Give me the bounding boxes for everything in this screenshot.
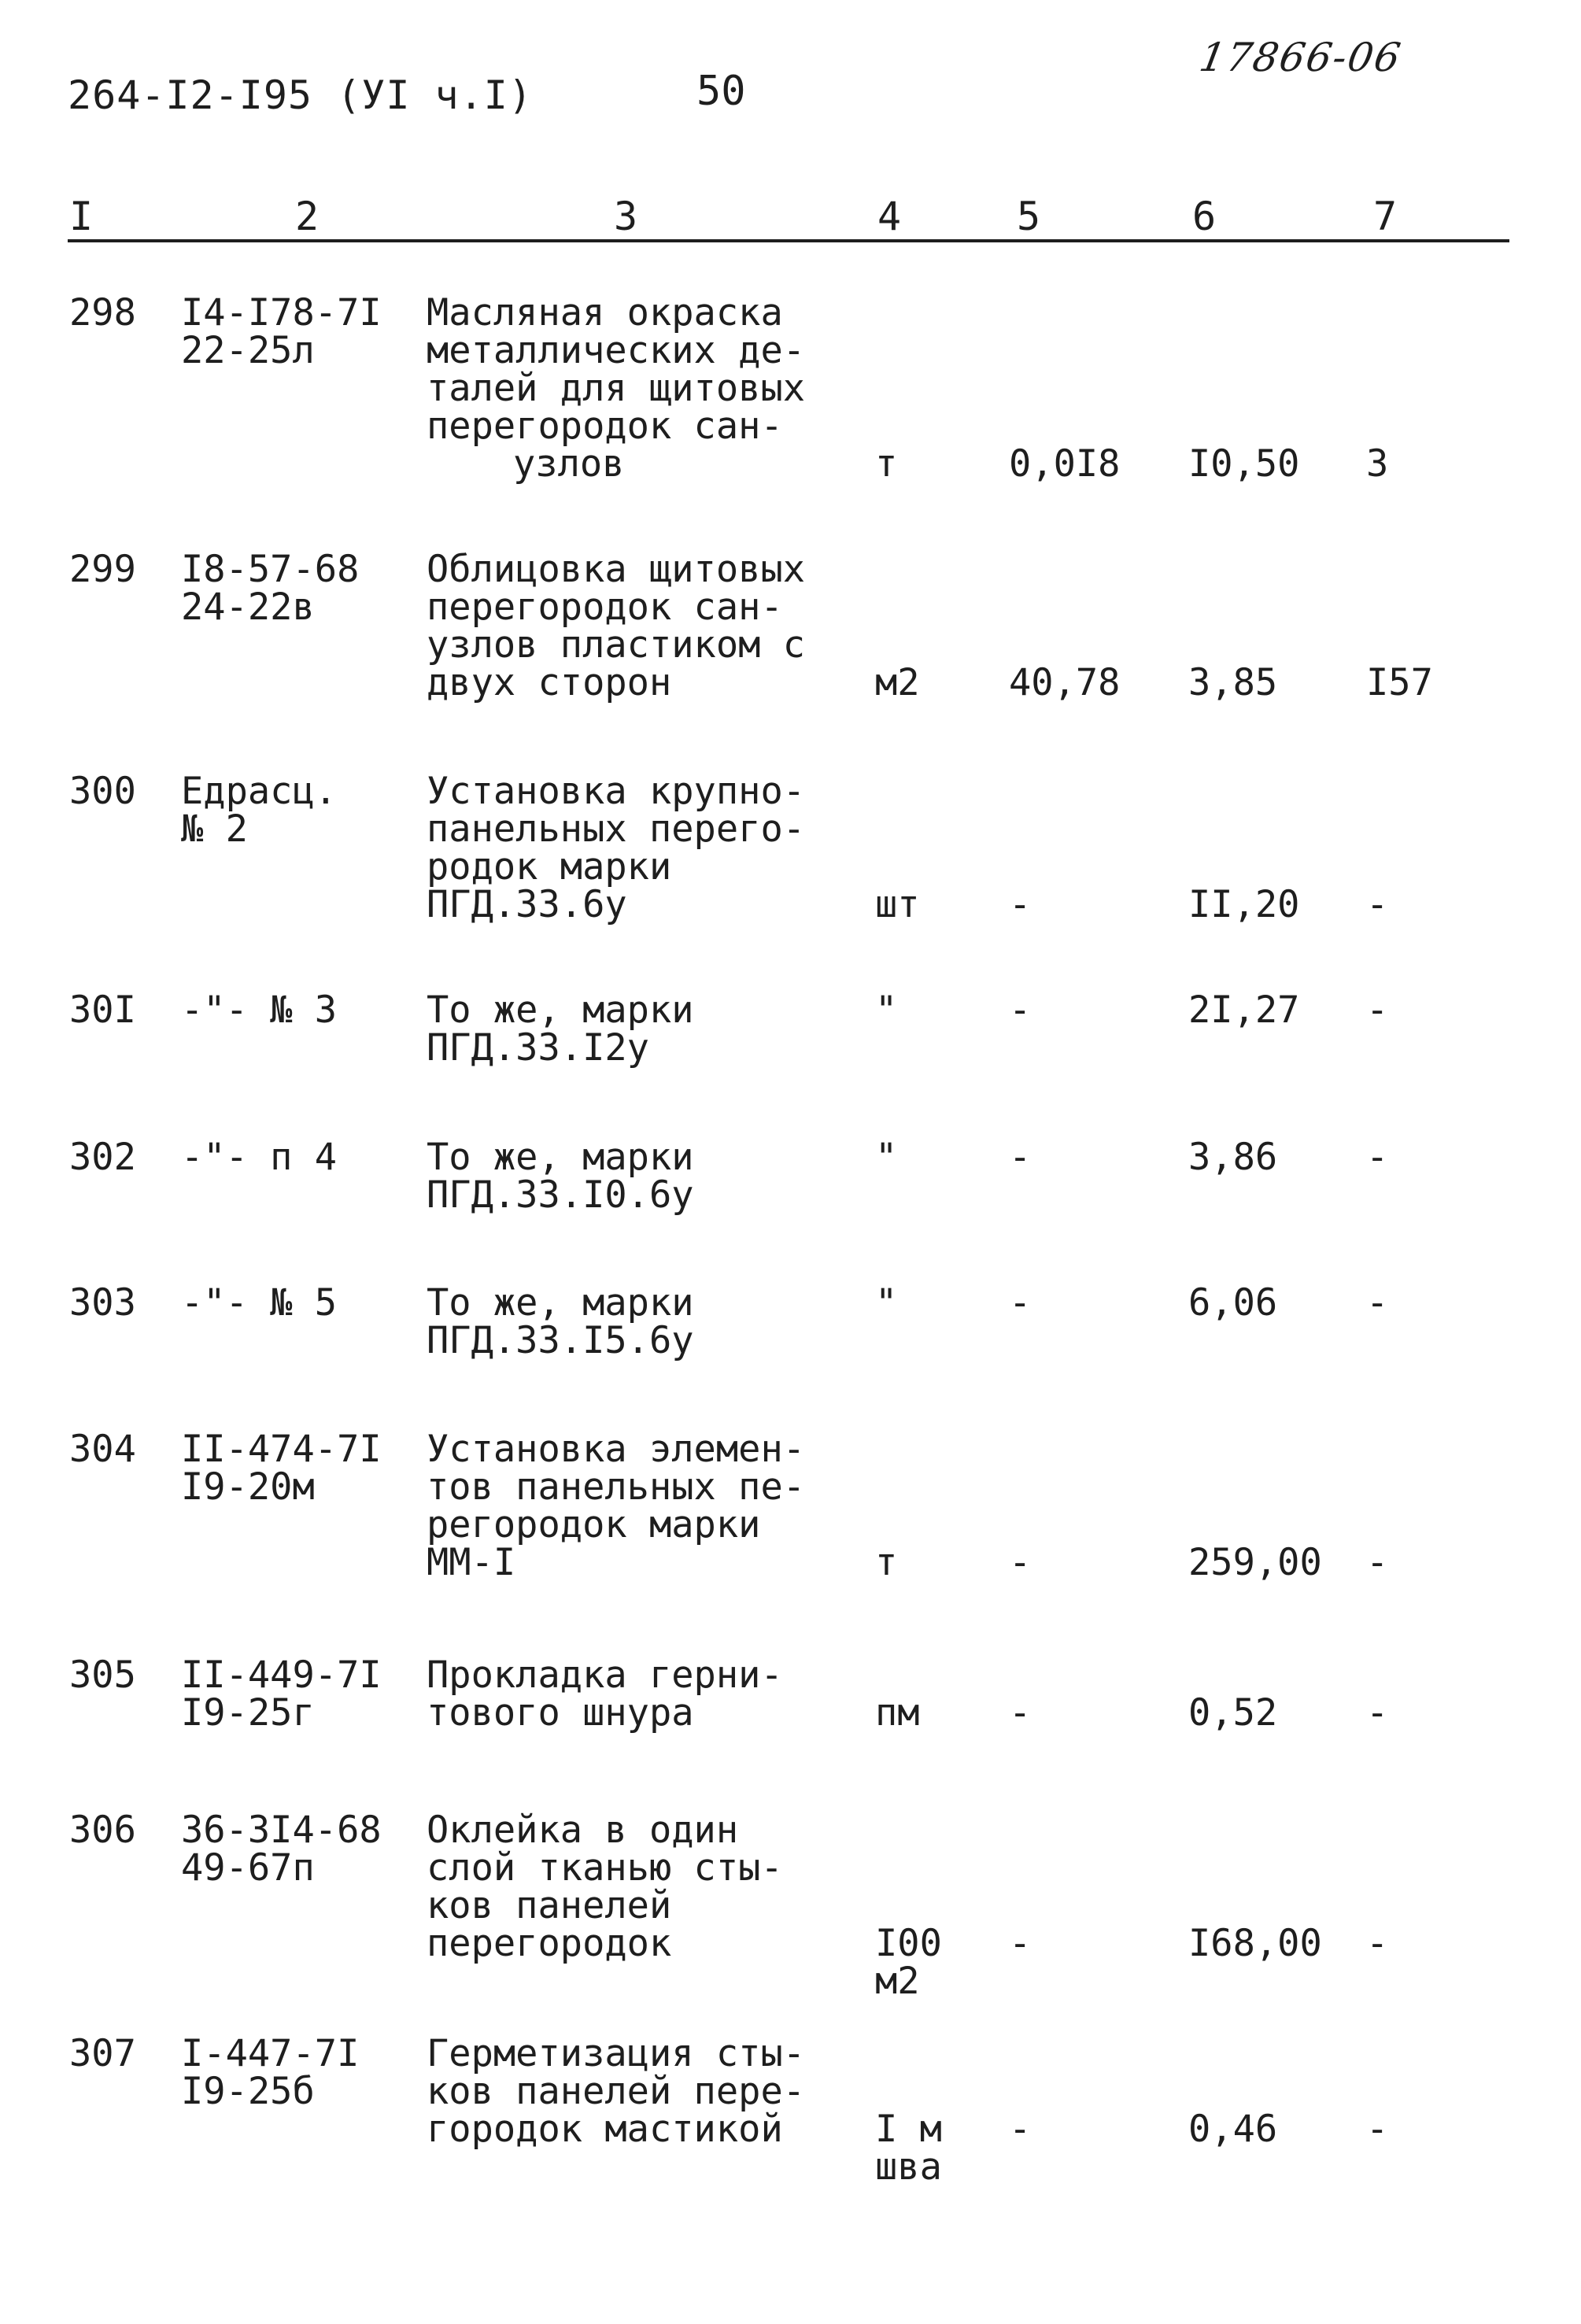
total: - — [1366, 1281, 1389, 1325]
unit-price: 6,06 — [1188, 1281, 1278, 1325]
rate-code — [181, 548, 360, 629]
unit — [875, 661, 920, 704]
unit — [875, 1136, 898, 1179]
work-description-line: ПГД.33.6у — [427, 883, 627, 926]
rate-code-line: 22-25л — [181, 329, 315, 372]
row-number: 30I — [69, 988, 136, 1032]
unit — [875, 442, 898, 486]
unit-price: 0,52 — [1188, 1691, 1278, 1735]
work-description-line: ков панелей — [427, 1884, 672, 1927]
quantity: 40,78 — [1009, 661, 1121, 704]
rate-code — [181, 988, 338, 1032]
unit-line: м2 — [875, 1960, 920, 2003]
row-number: 300 — [69, 770, 136, 813]
rate-code — [181, 291, 382, 372]
work-description-line: ММ-I — [427, 1541, 516, 1584]
rate-code-line: -"- № 5 — [181, 1281, 338, 1325]
rate-code-line: 49-67п — [181, 1846, 315, 1890]
row-number: 307 — [69, 2032, 136, 2075]
row-number: 306 — [69, 1809, 136, 1852]
quantity: - — [1009, 883, 1032, 926]
work-description — [427, 548, 806, 704]
unit-line: т — [875, 1541, 898, 1584]
work-description-line: Оклейка в один — [427, 1809, 739, 1852]
unit — [875, 1691, 920, 1735]
unit-price: 3,86 — [1188, 1136, 1278, 1179]
document-code: 264-I2-I95 (УI ч.I) — [68, 72, 533, 118]
unit-price: I0,50 — [1188, 442, 1300, 486]
unit-line: " — [875, 1136, 898, 1179]
unit-price: 3,85 — [1188, 661, 1278, 704]
work-description — [427, 2032, 806, 2151]
handwritten-number: 17866-06 — [1195, 35, 1406, 80]
rate-code — [181, 1428, 382, 1509]
rate-code-line: I-447-7I — [181, 2032, 360, 2075]
rate-code-line: II-474-7I — [181, 1428, 382, 1471]
unit-price: 259,00 — [1188, 1541, 1322, 1584]
total: - — [1366, 1691, 1389, 1735]
work-description-line: перегородок сан- — [427, 405, 783, 448]
work-description-line: узлов — [513, 442, 625, 486]
work-description-line: узлов пластиком с — [427, 623, 806, 667]
column-header-5: 5 — [1017, 194, 1041, 239]
rate-code — [181, 1136, 338, 1179]
unit-line: I00 — [875, 1922, 942, 1965]
row-number: 302 — [69, 1136, 136, 1179]
quantity: - — [1009, 1281, 1032, 1325]
work-description — [427, 988, 694, 1070]
quantity: - — [1009, 988, 1032, 1032]
work-description-line: слой тканью сты- — [427, 1846, 783, 1890]
quantity: 0,0I8 — [1009, 442, 1121, 486]
unit — [875, 1922, 942, 2003]
rate-code — [181, 1653, 382, 1735]
work-description — [427, 291, 806, 486]
total: - — [1366, 988, 1389, 1032]
column-header-7: 7 — [1373, 194, 1398, 239]
total: - — [1366, 2108, 1389, 2151]
work-description-line: регородок марки — [427, 1503, 761, 1546]
work-description — [427, 1809, 783, 1965]
rate-code — [181, 2032, 360, 2113]
column-header-3: 3 — [614, 194, 638, 239]
work-description — [427, 1136, 694, 1217]
unit-line: " — [875, 988, 898, 1032]
rate-code-line: -"- п 4 — [181, 1136, 338, 1179]
work-description-line: двух сторон — [427, 661, 672, 704]
work-description-line: Герметизация сты- — [427, 2032, 806, 2075]
unit-line: м2 — [875, 661, 920, 704]
rate-code-line: II-449-7I — [181, 1653, 382, 1697]
quantity: - — [1009, 1922, 1032, 1965]
work-description-line: То же, марки — [427, 988, 694, 1032]
row-number: 298 — [69, 291, 136, 334]
work-description-line: ков панелей пере- — [427, 2070, 806, 2113]
unit-line: шва — [875, 2145, 942, 2189]
header-rule — [68, 239, 1509, 242]
work-description — [427, 1653, 783, 1735]
work-description-line: Масляная окраска — [427, 291, 783, 334]
rate-code — [181, 770, 338, 851]
unit — [875, 1541, 898, 1584]
rate-code-line: № 2 — [181, 807, 248, 851]
unit-price: 0,46 — [1188, 2108, 1278, 2151]
work-description — [427, 1281, 694, 1362]
rate-code-line: 24-22в — [181, 586, 315, 629]
unit-price: II,20 — [1188, 883, 1300, 926]
total: - — [1366, 1541, 1389, 1584]
work-description-line: Установка элемен- — [427, 1428, 806, 1471]
work-description-line: городок мастикой — [427, 2108, 783, 2151]
row-number: 304 — [69, 1428, 136, 1471]
page-number: 50 — [696, 68, 746, 115]
total: - — [1366, 883, 1389, 926]
unit-line: т — [875, 442, 898, 486]
unit — [875, 1281, 898, 1325]
quantity: - — [1009, 1691, 1032, 1735]
work-description-line: панельных перего- — [427, 807, 806, 851]
rate-code-line: -"- № 3 — [181, 988, 338, 1032]
total: - — [1366, 1136, 1389, 1179]
quantity: - — [1009, 2108, 1032, 2151]
work-description-line: перегородок сан- — [427, 586, 783, 629]
row-number: 305 — [69, 1653, 136, 1697]
rate-code-line: I8-57-68 — [181, 548, 360, 591]
work-description-line: Облицовка щитовых — [427, 548, 806, 591]
row-number: 303 — [69, 1281, 136, 1325]
work-description-line: тов панельных пе- — [427, 1465, 806, 1509]
unit-line: I м — [875, 2108, 942, 2151]
work-description-line: ПГД.33.I2у — [427, 1026, 649, 1070]
unit-price: 2I,27 — [1188, 988, 1300, 1032]
work-description-line: То же, марки — [427, 1136, 694, 1179]
total: 3 — [1366, 442, 1389, 486]
work-description-line: тового шнура — [427, 1691, 694, 1735]
total: I57 — [1366, 661, 1433, 704]
rate-code-line: 36-3I4-68 — [181, 1809, 382, 1852]
rate-code-line: I9-25б — [181, 2070, 315, 2113]
work-description-line: ПГД.33.I5.6у — [427, 1319, 694, 1362]
work-description-line: металлических де- — [427, 329, 806, 372]
unit — [875, 2108, 942, 2189]
rate-code — [181, 1809, 382, 1890]
work-description — [427, 770, 806, 926]
work-description-line: Установка крупно- — [427, 770, 806, 813]
rate-code-line: I4-I78-7I — [181, 291, 382, 334]
row-number: 299 — [69, 548, 136, 591]
column-header-2: 2 — [295, 194, 320, 239]
unit-line: шт — [875, 883, 920, 926]
rate-code — [181, 1281, 338, 1325]
unit — [875, 883, 920, 926]
work-description-line: талей для щитовых — [427, 367, 806, 410]
column-header-4: 4 — [877, 194, 902, 239]
quantity: - — [1009, 1541, 1032, 1584]
work-description-line: ПГД.33.I0.6у — [427, 1173, 694, 1217]
work-description-line: родок марки — [427, 845, 672, 889]
work-description-line: перегородок — [427, 1922, 672, 1965]
column-header-1: I — [69, 194, 94, 239]
work-description-line: То же, марки — [427, 1281, 694, 1325]
unit-line: пм — [875, 1691, 920, 1735]
work-description-line: Прокладка герни- — [427, 1653, 783, 1697]
rate-code-line: Едрасц. — [181, 770, 338, 813]
unit-price: I68,00 — [1188, 1922, 1322, 1965]
unit-line: " — [875, 1281, 898, 1325]
quantity: - — [1009, 1136, 1032, 1179]
unit — [875, 988, 898, 1032]
rate-code-line: I9-25г — [181, 1691, 315, 1735]
total: - — [1366, 1922, 1389, 1965]
rate-code-line: I9-20м — [181, 1465, 315, 1509]
work-description — [427, 1428, 806, 1584]
column-header-6: 6 — [1192, 194, 1217, 239]
